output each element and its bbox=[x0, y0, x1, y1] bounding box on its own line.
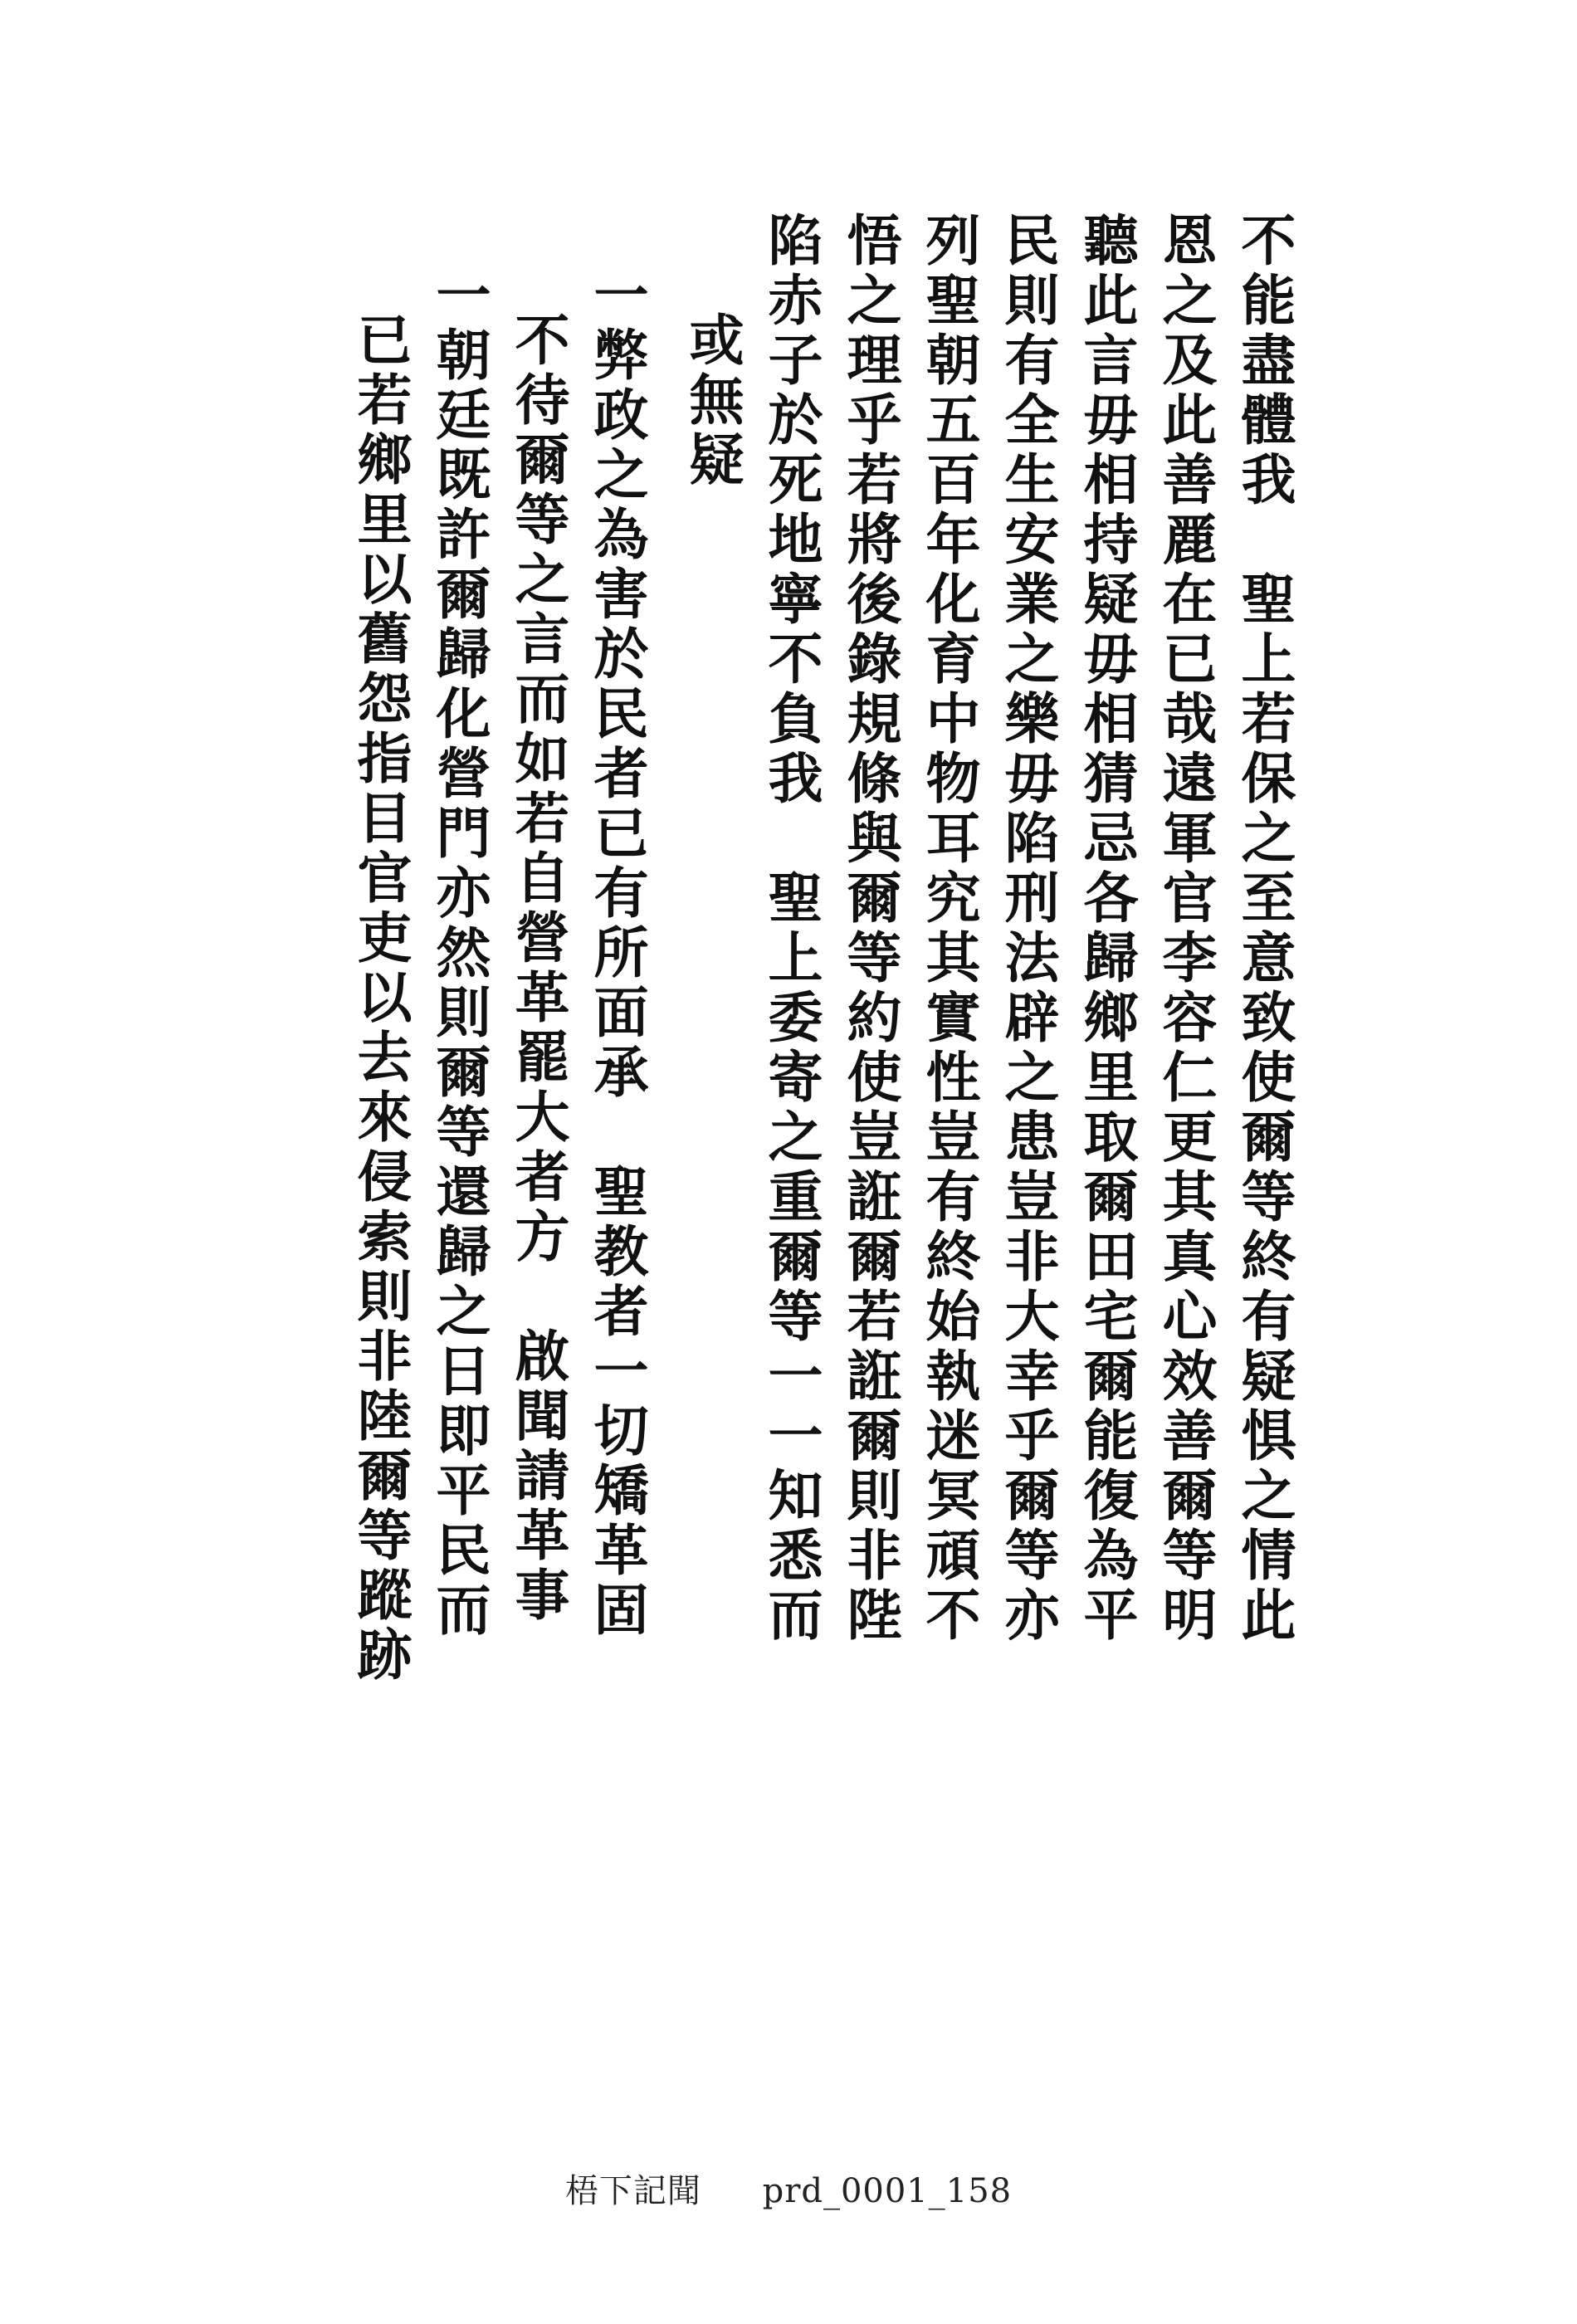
page-identifier: prd_0001_158 bbox=[762, 2172, 1013, 2210]
text-column-10: 不待爾等之言而如若自營革罷大者方 啟聞請革事 bbox=[505, 311, 570, 1626]
page-footer bbox=[0, 2165, 1577, 2212]
text-column-8: 或無疑 bbox=[680, 311, 745, 491]
text-column-11: 一朝廷既許爾歸化營門亦然則爾等還歸之日即平民而 bbox=[427, 266, 491, 1641]
manuscript-text-block bbox=[232, 212, 1303, 1838]
text-column-2: 恩之及此善䴡在已哉遠軍官李容仁更其真心效善爾等明 bbox=[1153, 212, 1218, 1646]
book-title: 梧下記聞 bbox=[564, 2172, 701, 2210]
text-column-9: 一弊政之為害於民者已有所面承 聖教者一切矯革固 bbox=[584, 266, 649, 1641]
text-column-6: 悟之理乎若將後錄規條與爾等約使豈誑爾若誑爾則非陛 bbox=[837, 212, 902, 1646]
text-column-7: 陷赤子於死地寧不負我 聖上委寄之重爾等一一知悉而 bbox=[759, 212, 823, 1646]
text-column-5: 列聖朝五百年化育中物耳究其實性豈有終始執迷冥頑不 bbox=[916, 212, 981, 1646]
text-column-3: 聽此言毋相持疑毋相猜忌各歸鄉里取爾田宅爾能復為平 bbox=[1074, 212, 1139, 1646]
text-column-1: 不能盡體我 聖上若保之至意致使爾等終有疑惧之情此 bbox=[1232, 212, 1296, 1646]
text-column-4: 民則有全生安業之樂毋陷刑法辟之患豈非大幸乎爾等亦 bbox=[995, 212, 1060, 1646]
text-column-12: 已若鄉里以舊怨指目官吏以去來侵索則非陸爾等蹤跡 bbox=[348, 311, 413, 1686]
